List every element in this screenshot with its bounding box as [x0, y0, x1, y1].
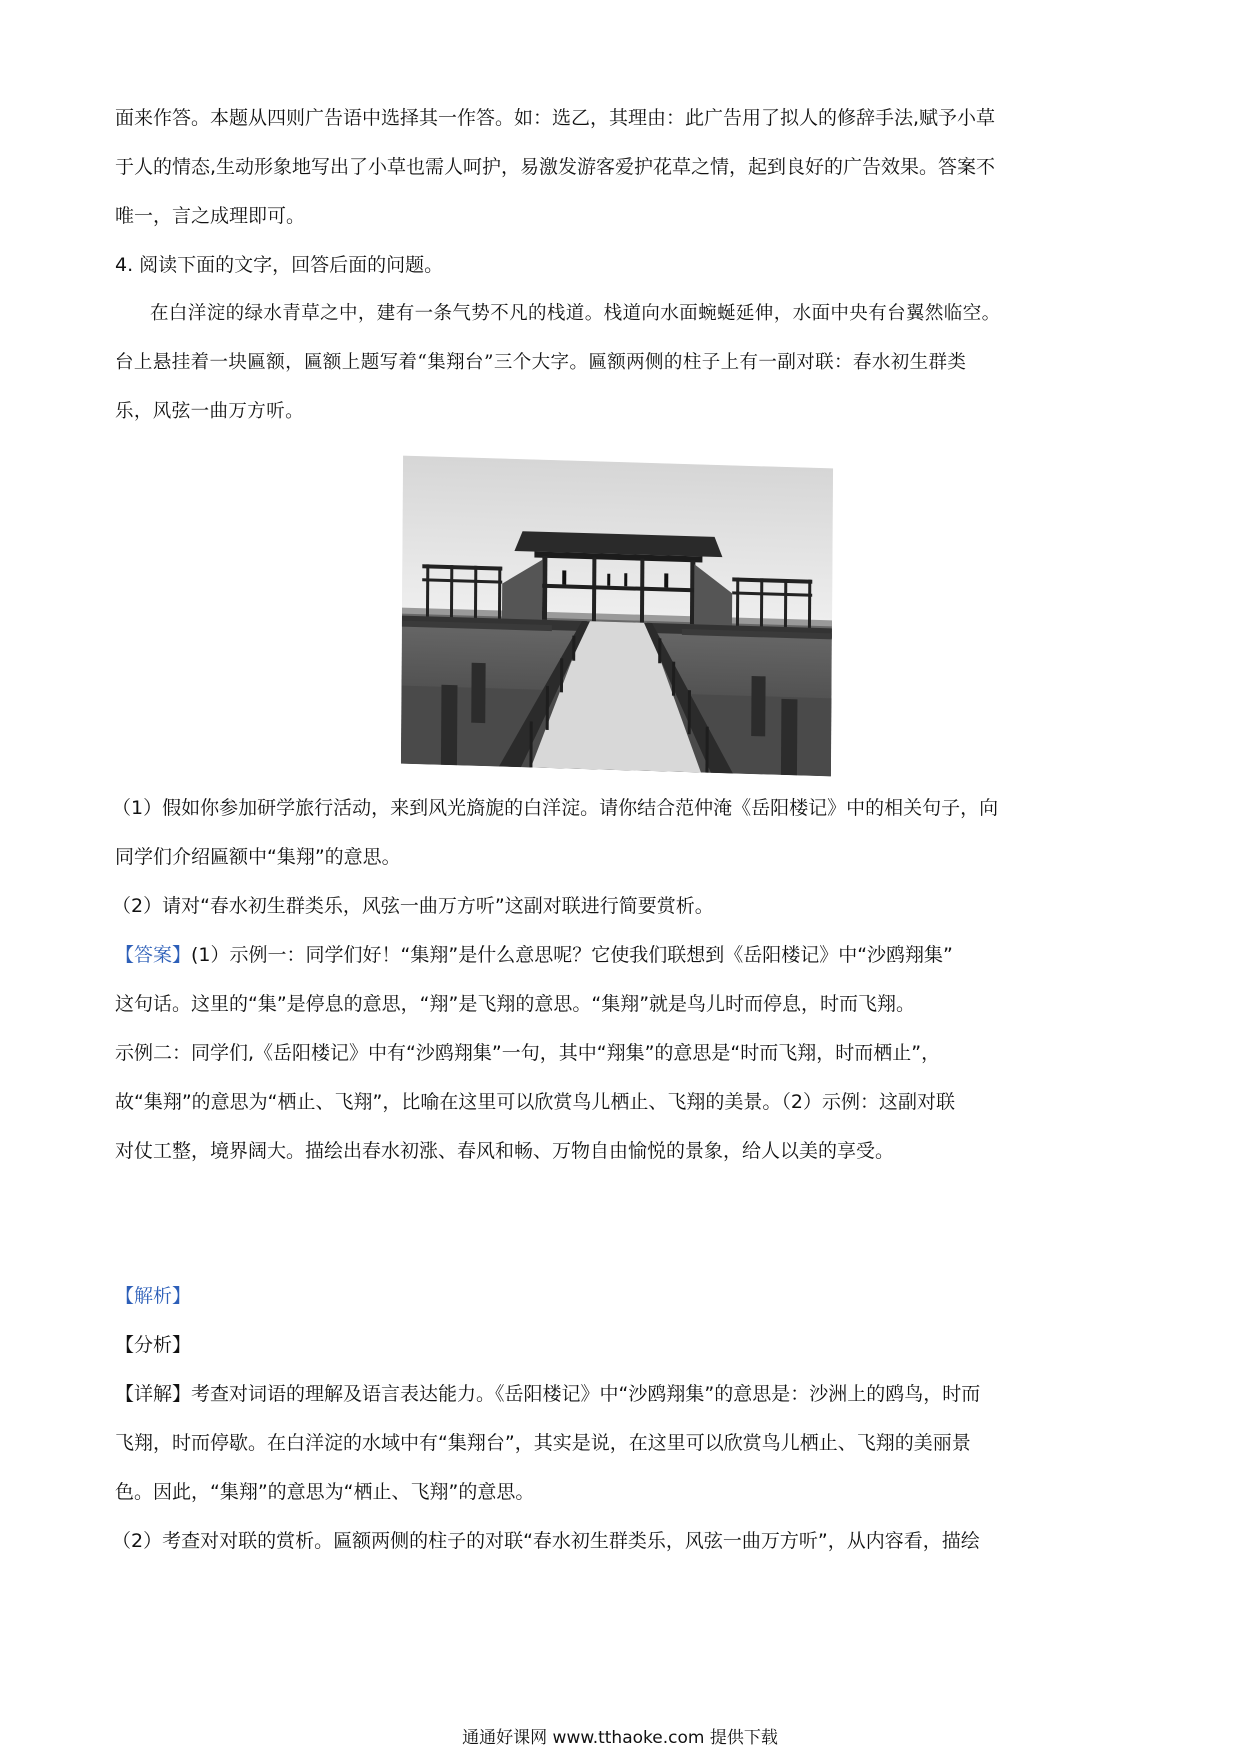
- answer-line: 这句话。这里的“集”是停息的意思，“翔”是飞翔的意思。“集翔”就是鸟儿时而停息，时而飞翔。: [115, 993, 916, 1015]
- answer-line-1: [115, 943, 1130, 967]
- page-footer: 通通好课网 www.tthaoke.com 提供下载: [462, 1728, 778, 1748]
- analysis-line: 色。因此，“集翔”的意思为“栖止、飞翔”的意思。: [115, 1481, 535, 1503]
- xiangjie-line-1: [115, 1382, 1130, 1406]
- answer-line: 故“集翔”的意思为“栖止、飞翔”，比喻在这里可以欣赏鸟儿栖止、飞翔的美景。（2）示例：这副对联: [115, 1091, 955, 1113]
- fenxi-heading: 【分析】: [115, 1334, 192, 1356]
- text-line: 面来作答。本题从四则广告语中选择其一作答。如：选乙，其理由：此广告用了拟人的修辞手法,赋予小草: [115, 107, 996, 129]
- passage-line: 台上悬挂着一块匾额，匾额上题写着“集翔台”三个大字。匾额两侧的柱子上有一副对联：春水初生群类: [115, 352, 967, 373]
- text-line: 于人的情态,生动形象地写出了小草也需人呵护，易激发游客爱护花草之情，起到良好的广告效果。答案不: [115, 156, 996, 178]
- answer-tag: 【答案】: [115, 944, 192, 966]
- photo-illustration: [401, 456, 833, 777]
- text-line: 唯一，言之成理即可。: [115, 205, 306, 227]
- passage-line: 乐，风弦一曲万方听。: [115, 401, 305, 422]
- answer-line: 对仗工整，境界阔大。描绘出春水初涨、春风和畅、万物自由愉悦的景象，给人以美的享受。: [115, 1140, 895, 1162]
- question-line: 同学们介绍匾额中“集翔”的意思。: [115, 846, 401, 868]
- jixiangtai-photo: [401, 456, 833, 777]
- jiexi-heading: 【解析】: [115, 1285, 192, 1307]
- analysis-line: 飞翔，时而停歇。在白洋淀的水域中有“集翔台”，其实是说，在这里可以欣赏鸟儿栖止、飞翔的美丽景: [115, 1432, 971, 1454]
- question-line: （2）请对“春水初生群类乐，风弦一曲万方听”这副对联进行简要赏析。: [112, 895, 714, 917]
- xiangjie-tag: 【详解】: [115, 1383, 192, 1405]
- answer-line: 示例二：同学们,《岳阳楼记》中有“沙鸥翔集”一句，其中“翔集”的意思是“时而飞翔，时而栖止”，: [115, 1042, 941, 1064]
- analysis-line: （2）考查对对联的赏析。匾额两侧的柱子的对联“春水初生群类乐，风弦一曲万方听”，从内容看，描绘: [112, 1530, 980, 1552]
- question-4-heading: 4. 阅读下面的文字，回答后面的问题。: [115, 254, 444, 276]
- answer-text: (1）示例一：同学们好！“集翔”是什么意思呢？它使我们联想到《岳阳楼记》中“沙鸥翔集”: [191, 944, 953, 966]
- xiangjie-text: 考查对词语的理解及语言表达能力。《岳阳楼记》中“沙鸥翔集”的意思是：沙洲上的鸥鸟，时而: [191, 1383, 981, 1405]
- passage-line: 在白洋淀的绿水青草之中，建有一条气势不凡的栈道。栈道向水面蜿蜒延伸，水面中央有台翼然临空。: [150, 303, 1001, 324]
- question-line: （1）假如你参加研学旅行活动，来到风光旖旎的白洋淀。请你结合范仲淹《岳阳楼记》中的相关句子，向: [112, 797, 999, 819]
